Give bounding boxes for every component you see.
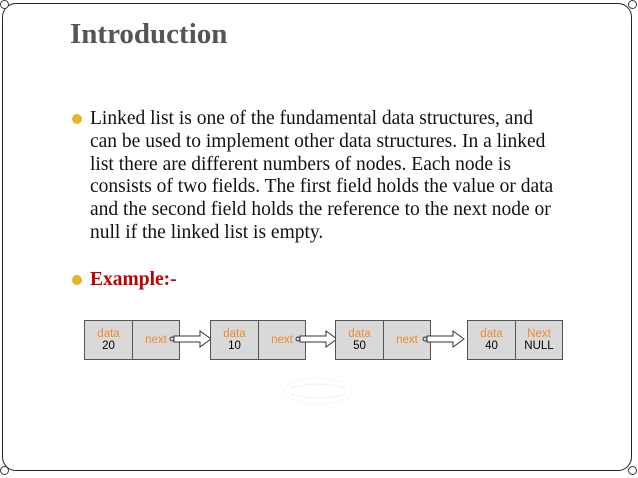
paragraph-line: null if the linked list is empty.	[90, 221, 324, 243]
next-label: next	[396, 333, 418, 346]
node-data-cell	[336, 321, 383, 359]
faint-mark-decoration	[282, 376, 354, 406]
pointer-arrow-icon	[421, 330, 465, 348]
data-value: 50	[353, 340, 366, 352]
paragraph-line: Linked list is one of the fundamental data structures, and	[90, 108, 533, 129]
example-heading: Example:-	[90, 269, 177, 290]
paragraph-line: consists of two fields. The first field holds the value or data	[90, 176, 554, 198]
corner-dot-bottom-left	[0, 466, 9, 475]
list-node-1	[84, 320, 180, 360]
next-label: next	[145, 333, 167, 346]
data-label: data	[480, 327, 503, 340]
node-data-cell	[211, 321, 258, 359]
paragraph-line: list there are different numbers of nodes. Each node is	[90, 153, 511, 175]
node-data-cell	[468, 321, 515, 359]
null-value: NULL	[524, 340, 554, 352]
pointer-arrow-icon	[168, 330, 212, 348]
pointer-arrow-icon	[294, 330, 338, 348]
data-label: data	[348, 327, 371, 340]
next-label: Next	[527, 327, 551, 340]
data-label: data	[223, 327, 246, 340]
node-next-cell	[515, 321, 562, 359]
node-data-cell	[85, 321, 132, 359]
corner-dot-top-right	[628, 0, 637, 9]
bullet-dot-example	[72, 275, 82, 285]
data-value: 10	[228, 340, 241, 352]
data-value: 20	[102, 340, 115, 352]
corner-dot-top-left	[0, 0, 9, 9]
corner-dot-bottom-right	[628, 466, 637, 475]
slide-title: Introduction	[70, 18, 228, 50]
list-node-3	[335, 320, 431, 360]
bullet-dot-intro	[72, 114, 82, 124]
next-label: next	[271, 333, 293, 346]
paragraph-line: can be used to implement other data structures. In a linked	[90, 130, 546, 152]
data-value: 40	[485, 340, 498, 352]
list-node-2	[210, 320, 306, 360]
list-node-4	[467, 320, 563, 360]
data-label: data	[97, 327, 120, 340]
paragraph-line: and the second field holds the reference to the next node or	[90, 199, 551, 221]
intro-paragraph	[90, 108, 610, 245]
